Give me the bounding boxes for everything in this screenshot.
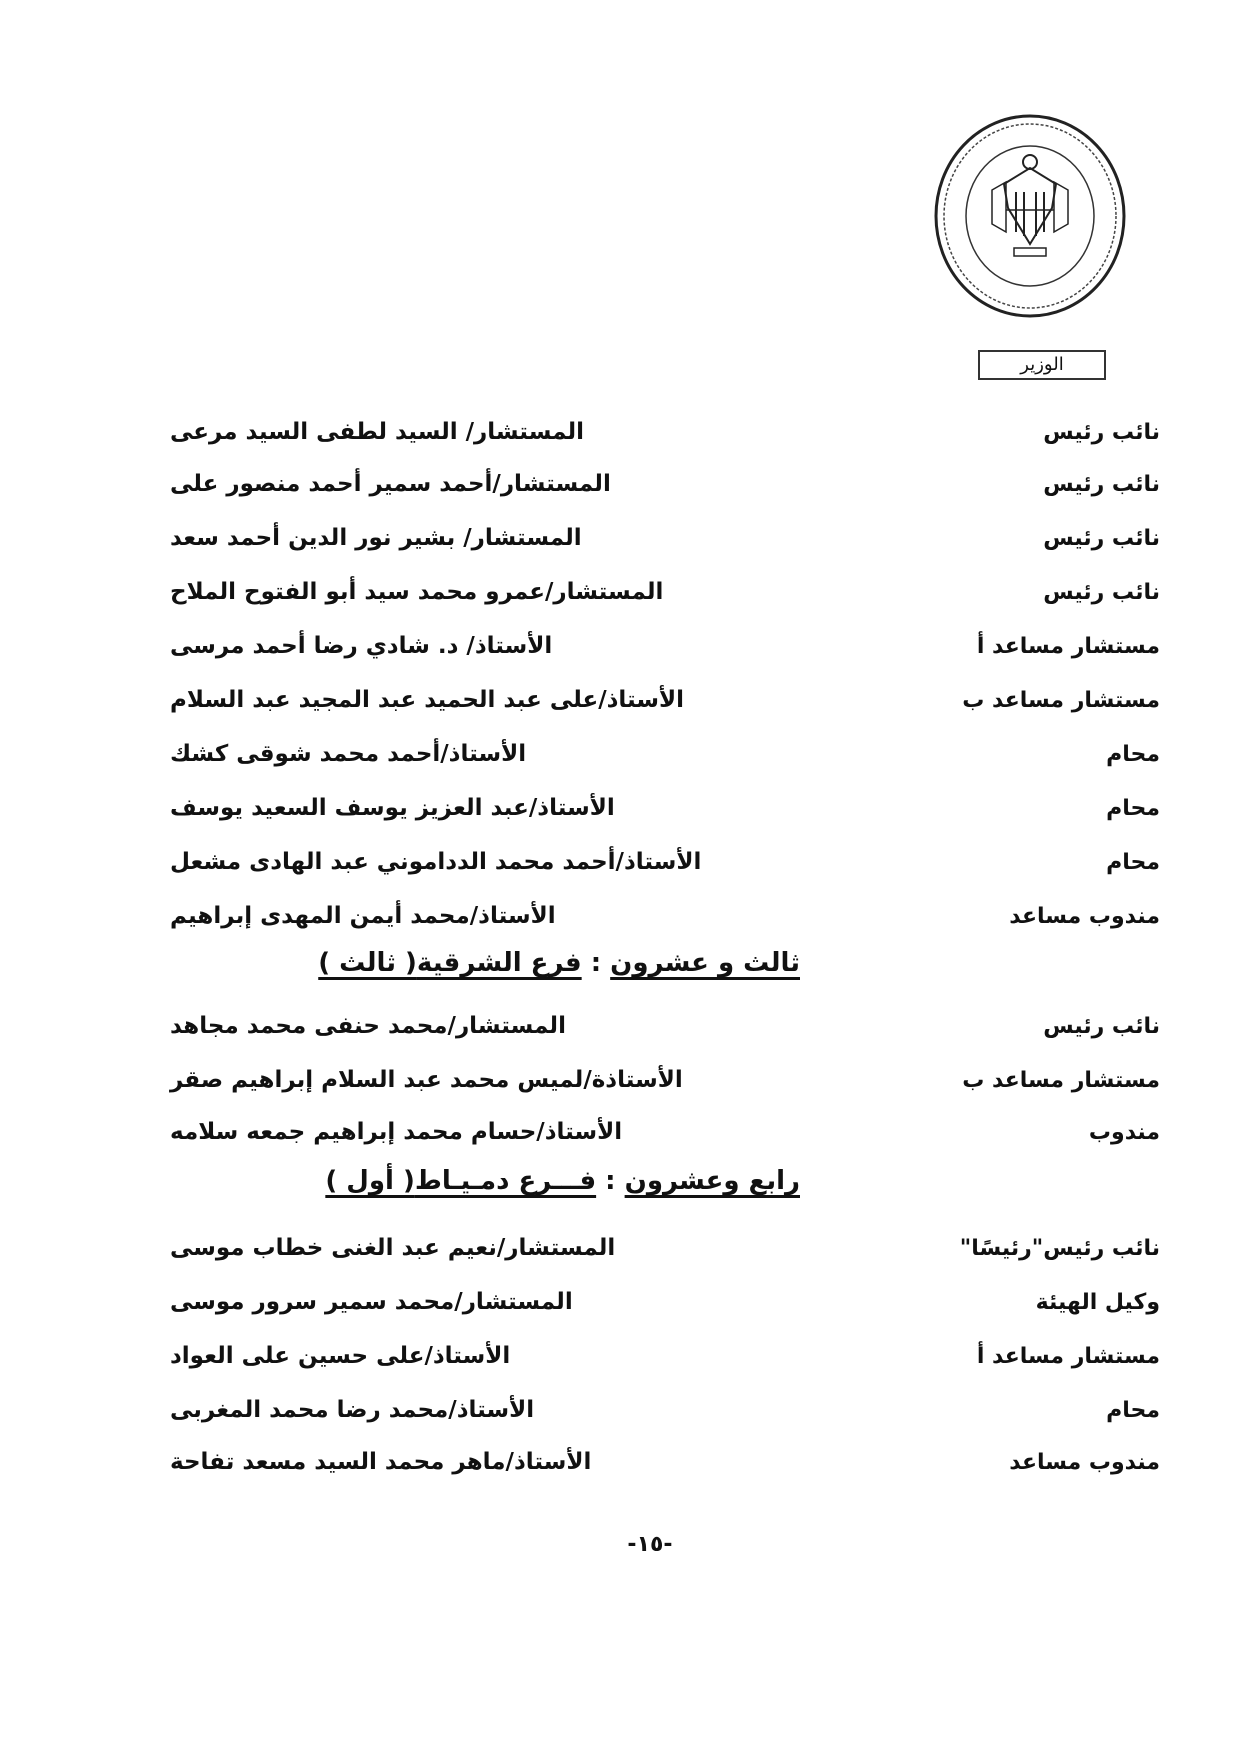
list-item bbox=[170, 1228, 1160, 1268]
branch-name: فرع الشرقية bbox=[416, 948, 582, 978]
person-name: المستشار/نعيم عبد الغنى خطاب موسى bbox=[170, 1235, 616, 1261]
seal-caption: الوزير bbox=[978, 350, 1106, 380]
list-item bbox=[170, 412, 1160, 452]
person-role: نائب رئيس bbox=[1043, 1013, 1160, 1039]
heading-separator: : bbox=[596, 1166, 625, 1196]
person-role: مندوب مساعد bbox=[1009, 1449, 1160, 1475]
person-name: الأستاذ/محمد رضا محمد المغربى bbox=[170, 1397, 535, 1423]
branch-name: فـــرع دمـيـاط bbox=[414, 1166, 597, 1196]
person-role: مندوب مساعد bbox=[1009, 903, 1160, 929]
person-name: المستشار/عمرو محمد سيد أبو الفتوح الملاح bbox=[170, 579, 664, 605]
person-name: المستشار/ بشير نور الدين أحمد سعد bbox=[170, 525, 582, 551]
list-item bbox=[170, 734, 1160, 774]
person-role: وكيل الهيئة bbox=[1035, 1289, 1160, 1315]
person-name: الأستاذ/على حسين على العواد bbox=[170, 1343, 511, 1369]
list-item bbox=[170, 1060, 1160, 1100]
branch-rank: ( أول ) bbox=[325, 1166, 415, 1196]
section-3-heading bbox=[325, 1166, 800, 1210]
person-name: الأستاذ/ د. شادي رضا أحمد مرسى bbox=[170, 633, 553, 659]
person-name: الأستاذ/عبد العزيز يوسف السعيد يوسف bbox=[170, 795, 615, 821]
person-name: الأستاذ/أحمد محمد شوقى كشك bbox=[170, 741, 527, 767]
person-name: المستشار/محمد حنفى محمد مجاهد bbox=[170, 1013, 566, 1039]
person-name: الأستاذ/حسام محمد إبراهيم جمعه سلامه bbox=[170, 1119, 623, 1145]
person-role: نائب رئيس bbox=[1043, 419, 1160, 445]
person-name: الأستاذ/أحمد محمد الدداموني عبد الهادى مشعل bbox=[170, 849, 702, 875]
list-item bbox=[170, 1112, 1160, 1152]
person-name: الأستاذ/ماهر محمد السيد مسعد تفاحة bbox=[170, 1449, 592, 1475]
list-item bbox=[170, 464, 1160, 504]
page-number: -١٥- bbox=[627, 1532, 673, 1557]
section-2-heading bbox=[318, 948, 800, 992]
heading-separator: : bbox=[581, 948, 611, 978]
person-name: المستشار/أحمد سمير أحمد منصور على bbox=[170, 471, 611, 497]
person-role: نائب رئيس bbox=[1043, 579, 1160, 605]
person-role: نائب رئيس bbox=[1043, 525, 1160, 551]
person-name: المستشار/محمد سمير سرور موسى bbox=[170, 1289, 573, 1315]
section-number: ثالث و عشرون bbox=[610, 948, 800, 978]
person-role: نائب رئيس bbox=[1043, 471, 1160, 497]
branch-rank: ( ثالث ) bbox=[318, 948, 417, 978]
person-name: المستشار/ السيد لطفى السيد مرعى bbox=[170, 419, 585, 445]
person-role: محام bbox=[1106, 795, 1160, 821]
list-item bbox=[170, 788, 1160, 828]
list-item bbox=[170, 1442, 1160, 1482]
person-role: نائب رئيس"رئيسًا" bbox=[959, 1235, 1160, 1261]
list-item bbox=[170, 1336, 1160, 1376]
list-item bbox=[170, 572, 1160, 612]
person-name: الأستاذ/محمد أيمن المهدى إبراهيم bbox=[170, 903, 556, 929]
person-role: مستشار مساعد ب bbox=[962, 1067, 1160, 1093]
person-role: محام bbox=[1106, 741, 1160, 767]
list-item bbox=[170, 518, 1160, 558]
person-role: مستشار مساعد أ bbox=[976, 633, 1160, 659]
list-item bbox=[170, 626, 1160, 666]
person-name: الأستاذة/لميس محمد عبد السلام إبراهيم صقر bbox=[170, 1067, 683, 1093]
person-role: مندوب bbox=[1088, 1119, 1160, 1145]
list-item bbox=[170, 680, 1160, 720]
person-name: الأستاذ/على عبد الحميد عبد المجيد عبد السلام bbox=[170, 687, 685, 713]
ministry-seal-emblem bbox=[932, 112, 1128, 328]
person-role: مستشار مساعد أ bbox=[976, 1343, 1160, 1369]
list-item bbox=[170, 842, 1160, 882]
list-item bbox=[170, 896, 1160, 936]
list-item bbox=[170, 1282, 1160, 1322]
section-number: رابع وعشرون bbox=[624, 1166, 800, 1196]
person-role: محام bbox=[1106, 849, 1160, 875]
list-item bbox=[170, 1006, 1160, 1046]
list-item bbox=[170, 1390, 1160, 1430]
person-role: محام bbox=[1106, 1397, 1160, 1423]
person-role: مستشار مساعد ب bbox=[962, 687, 1160, 713]
